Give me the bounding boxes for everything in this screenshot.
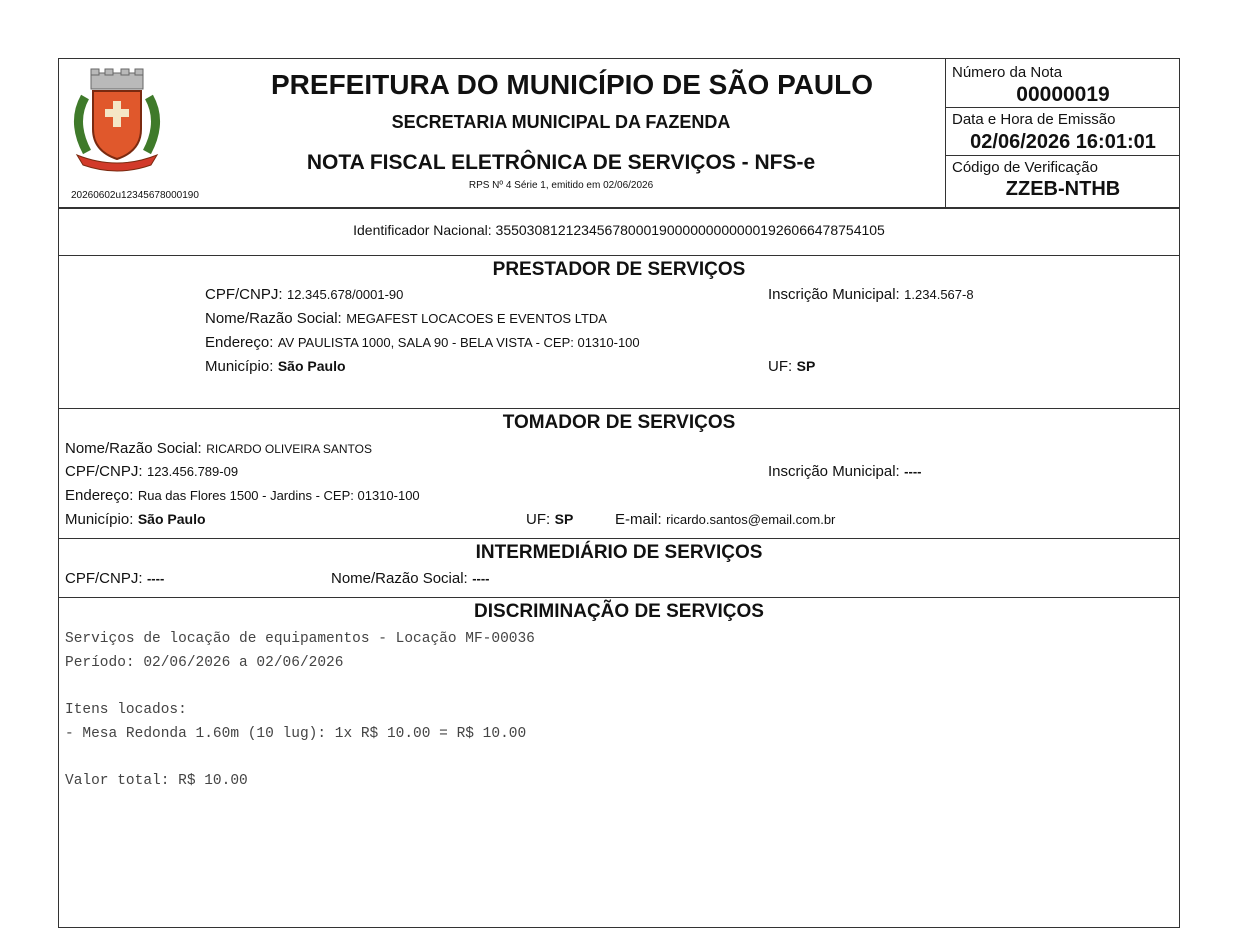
discriminacao-section-title: DISCRIMINAÇÃO DE SERVIÇOS	[474, 601, 764, 622]
prestador-uf-value: SP	[796, 358, 816, 374]
prestador-cpf	[205, 286, 403, 304]
prestador-cpf-label: CPF/CNPJ:	[205, 286, 283, 303]
tomador-inscricao	[768, 463, 922, 481]
intermediario-cpf-label: CPF/CNPJ:	[65, 570, 143, 587]
prestador-nome	[205, 310, 607, 328]
tomador-cpf-value: 123.456.789-09	[146, 464, 239, 479]
tomador-section-title: TOMADOR DE SERVIÇOS	[502, 412, 736, 433]
prestador-uf	[768, 358, 815, 376]
discriminacao-line-1: Serviços de locação de equipamentos - Locação MF-00036	[65, 631, 535, 647]
prestador-endereco	[205, 334, 640, 352]
prefeitura-title: PREFEITURA DO MUNICÍPIO DE SÃO PAULO	[271, 69, 874, 100]
intermediario-cpf-value: ----	[146, 571, 165, 586]
prestador-endereco-label: Endereço:	[205, 334, 274, 351]
tomador-im-label: Inscrição Municipal:	[768, 463, 900, 480]
intermediario-nome-value: ----	[472, 571, 490, 586]
codigo-verificacao-value: ZZEB-NTHB	[1005, 178, 1121, 200]
logo-code: 20260602u12345678000190	[71, 190, 199, 201]
prestador-municipio-label: Município:	[205, 358, 274, 375]
discriminacao-line-4: Itens locados:	[65, 702, 187, 718]
tomador-email	[615, 511, 835, 529]
data-emissao-value: 02/06/2026 16:01:01	[970, 131, 1156, 153]
city-coat-of-arms-logo	[67, 67, 167, 179]
tomador-nome-label: Nome/Razão Social:	[65, 440, 202, 457]
rps-line: RPS Nº 4 Série 1, emitido em 02/06/2026	[468, 180, 654, 191]
prestador-section-title: PRESTADOR DE SERVIÇOS	[492, 259, 746, 280]
tomador-nome-value: RICARDO OLIVEIRA SANTOS	[206, 442, 373, 456]
nfse-title: NOTA FISCAL ELETRÔNICA DE SERVIÇOS - NFS-e	[306, 151, 816, 174]
prestador-im-label: Inscrição Municipal:	[768, 286, 900, 303]
discriminacao-line-5: - Mesa Redonda 1.60m (10 lug): 1x R$ 10.00 = R$ 10.00	[65, 726, 527, 742]
data-emissao-label: Data e Hora de Emissão	[952, 111, 1116, 128]
tomador-uf-label: UF:	[526, 511, 551, 528]
discriminacao-line-7: Valor total: R$ 10.00	[65, 773, 248, 789]
tomador-municipio-value: São Paulo	[137, 511, 206, 527]
tomador-email-value: ricardo.santos@email.com.br	[666, 512, 836, 527]
prestador-uf-label: UF:	[768, 358, 793, 375]
prestador-im-value: 1.234.567-8	[904, 287, 974, 302]
intermediario-nome-label: Nome/Razão Social:	[331, 570, 468, 587]
tomador-municipio	[65, 511, 206, 529]
tomador-endereco	[65, 487, 420, 505]
prestador-municipio	[205, 358, 346, 376]
tomador-endereco-value: Rua das Flores 1500 - Jardins - CEP: 01310-100	[137, 488, 420, 503]
numero-nota-label: Número da Nota	[952, 64, 1063, 81]
tomador-cpf-label: CPF/CNPJ:	[65, 463, 143, 480]
tomador-nome	[65, 440, 372, 458]
secretaria-subtitle: SECRETARIA MUNICIPAL DA FAZENDA	[391, 112, 731, 132]
tomador-uf-value: SP	[554, 511, 574, 527]
tomador-endereco-label: Endereço:	[65, 487, 134, 504]
prestador-cpf-value: 12.345.678/0001-90	[286, 287, 404, 302]
intermediario-section-title: INTERMEDIÁRIO DE SERVIÇOS	[475, 542, 763, 563]
tomador-email-label: E-mail:	[615, 511, 662, 528]
tomador-uf	[526, 511, 573, 529]
prestador-inscricao	[768, 286, 974, 304]
codigo-verificacao-label: Código de Verificação	[952, 159, 1098, 176]
nfse-document	[58, 58, 1180, 928]
discriminacao-line-2: Período: 02/06/2026 a 02/06/2026	[65, 655, 344, 671]
prestador-endereco-value: AV PAULISTA 1000, SALA 90 - BELA VISTA - CEP: 01310-100	[277, 335, 640, 350]
tomador-municipio-label: Município:	[65, 511, 134, 528]
identificador-nacional: Identificador Nacional: 35503081212345678000190000000000001926066478754105	[353, 222, 885, 238]
numero-nota-value: 00000019	[1016, 83, 1110, 106]
tomador-cpf	[65, 463, 238, 481]
intermediario-nome	[331, 570, 490, 588]
intermediario-cpf	[65, 570, 164, 588]
prestador-municipio-value: São Paulo	[277, 358, 346, 374]
tomador-im-value: ----	[904, 464, 922, 479]
prestador-nome-value: MEGAFEST LOCACOES E EVENTOS LTDA	[346, 311, 607, 326]
prestador-nome-label: Nome/Razão Social:	[205, 310, 342, 327]
